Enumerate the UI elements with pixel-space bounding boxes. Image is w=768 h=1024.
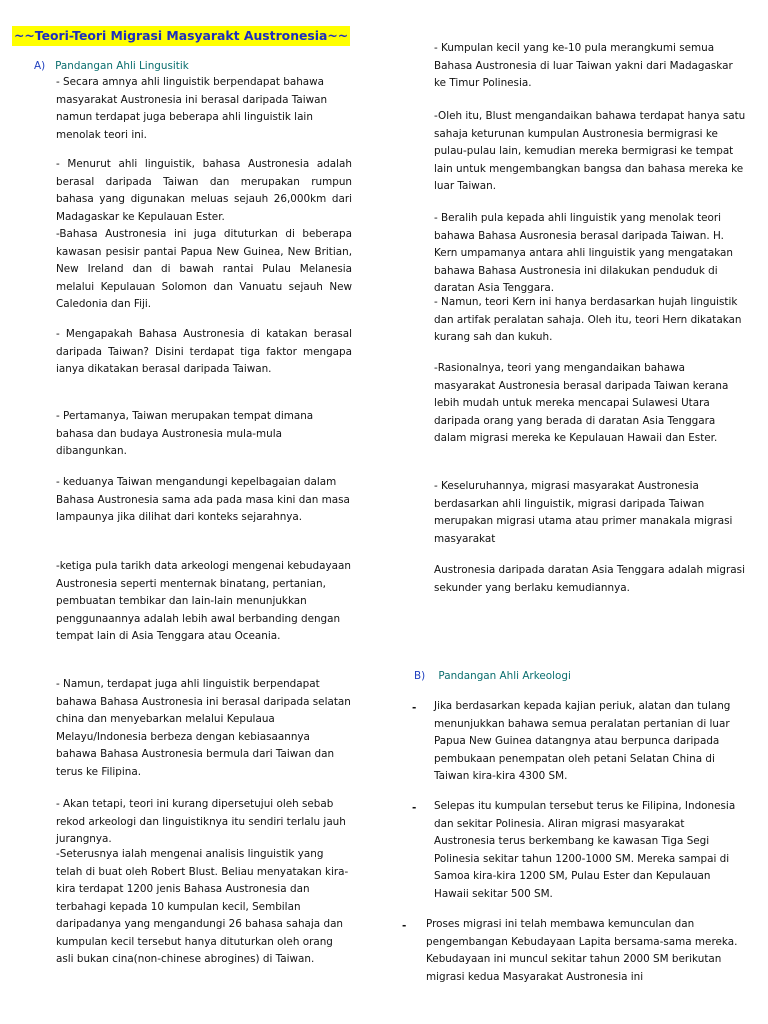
paragraph-b3: Proses migrasi ini telah membawa kemunculan dan pengembangan Kebudayaan Lapita bersama-sama mereka. Kebudayaan ini muncul sekitar tahun 2000 SM berikutan migrasi kedua Masyarakat Austronesia ini [426, 918, 738, 983]
paragraph-l10: -Seterusnya ialah mengenai analisis linguistik yang telah di buat oleh Robert Blust. Beliau menyatakan kira-kira terdapat 1200 jenis Bahasa Austronesia dan terbahagi kepada 10 kumpulan kecil, Sembilan daripadanya yang mengandungi 26 bahasa sahaja dan kumpulan kecil tersebut hanya dituturkan oleh orang asli bukan cina(non-chinese abrogines) di Taiwan. [56, 848, 349, 965]
paragraph-r7: Austronesia daripada daratan Asia Tenggara adalah migrasi sekunder yang berlaku kemudiannya. [434, 564, 745, 594]
paragraph-r4: - Namun, teori Kern ini hanya berdasarkan hujah linguistik dan artifak peralatan sahaja. Oleh itu, teori Hern dikatakan kurang sah dan kukuh. [434, 296, 742, 343]
section-a-title: Pandangan Ahli Lingusitik [55, 60, 189, 72]
paragraph-b1: Jika berdasarkan kepada kajian periuk, alatan dan tulang menunjukkan bahawa semua peralatan pertanian di luar Papua New Guinea datangnya atau berpunca daripada pembukaan penempatan oleh petani Selatan China di Taiwan kira-kira 4300 SM. [434, 700, 731, 782]
paragraph-r1: - Kumpulan kecil yang ke-10 pula merangkumi semua Bahasa Austronesia di luar Taiwan yakni dari Madagaskar ke Timur Polinesia. [434, 42, 733, 89]
section-b-label: B) [414, 670, 426, 682]
paragraph-l1: - Secara amnya ahli linguistik berpendapat bahawa masyarakat Austronesia ini berasal daripada Taiwan namun terdapat juga beberapa ahli linguistik lain menolak teori ini. [56, 76, 328, 141]
paragraph-l2: - Menurut ahli linguistik, bahasa Austronesia adalah berasal daripada Taiwan dan merupakan rumpun bahasa yang digunakan meluas sejauh 26,000km dari Madagaskar ke Kepulauan Ester. [56, 158, 352, 223]
bullet-dash: - [402, 920, 407, 932]
section-a-heading [34, 58, 189, 74]
paragraph-r2: -Oleh itu, Blust mengandaikan bahawa terdapat hanya satu sahaja keturunan kumpulan Austronesia bermigrasi ke pulau-pulau lain, kemudian mereka bermigrasi ke tempat lain untuk mengembangkan bangsa dan bahasa mereka ke luar Taiwan. [434, 110, 746, 192]
paragraph-b2: Selepas itu kumpulan tersebut terus ke Filipina, Indonesia dan sekitar Polinesia. Aliran migrasi masyarakat Austronesia terus berkembang ke kawasan Tiga Segi Polinesia sekitar tahun 1200-1000 SM. Mereka sampai di Samoa kira-kira 1200 SM, Pulau Ester dan Kepulauan Hawaii sekitar 500 SM. [434, 800, 736, 900]
bullet-dash: - [412, 702, 417, 714]
paragraph-l4: - Mengapakah Bahasa Austronesia di katakan berasal daripada Taiwan? Disini terdapat tiga faktor mengapa ianya dikatakan berasal daripada Taiwan. [56, 328, 352, 375]
paragraph-l9: - Akan tetapi, teori ini kurang dipersetujui oleh sebab rekod arkeologi dan linguistiknya itu sendiri terlalu jauh jurangnya. [56, 798, 346, 845]
page-title: ~~Teori-Teori Migrasi Masyarakt Austronesia~~ [12, 26, 350, 46]
paragraph-l7: -ketiga pula tarikh data arkeologi mengenai kebudayaan Austronesia seperti menternak binatang, pertanian, pembuatan tembikar dan lain-lain menunjukkan penggunaannya adalah lebih awal berbanding dengan tempat lain di Asia Tenggara atau Oceania. [56, 560, 351, 642]
paragraph-l8: - Namun, terdapat juga ahli linguistik berpendapat bahawa Bahasa Austronesia ini berasal daripada selatan china dan menyebarkan melalui Kepulaua Melayu/Indonesia berbeza dengan kebiasaannya bahawa Bahasa Austronesia bermula dari Taiwan dan terus ke Filipina. [56, 678, 351, 778]
paragraph-r3: - Beralih pula kepada ahli linguistik yang menolak teori bahawa Bahasa Ausronesia berasal daripada Taiwan. H. Kern umpamanya antara ahli linguistik yang mengatakan bahawa Bahasa Austronesia ini dilakukan penduduk di daratan Asia Tenggara. [434, 212, 734, 294]
section-a-label: A) [34, 60, 46, 72]
section-b-title: Pandangan Ahli Arkeologi [438, 670, 571, 682]
bullet-dash: - [412, 802, 417, 814]
paragraph-l5: - Pertamanya, Taiwan merupakan tempat dimana bahasa dan budaya Austronesia mula-mula dibangunkan. [56, 410, 314, 457]
section-b-heading [414, 668, 571, 684]
paragraph-r6: - Keseluruhannya, migrasi masyarakat Austronesia berdasarkan ahli linguistik, migrasi daripada Taiwan merupakan migrasi utama atau primer manakala migrasi masyarakat [434, 480, 733, 545]
paragraph-l6: - keduanya Taiwan mengandungi kepelbagaian dalam Bahasa Austronesia sama ada pada masa kini dan masa lampaunya jika dilihat dari konteks sejarahnya. [56, 476, 350, 523]
paragraph-l3: -Bahasa Austronesia ini juga dituturkan di beberapa kawasan pesisir pantai Papua New Guinea, New Britian, New Ireland dan di bawah rantai Pulau Melanesia melalui Kepulauan Solomon dan Vanuatu sejauh New Caledonia dan Fiji. [56, 228, 352, 310]
paragraph-r5: -Rasionalnya, teori yang mengandaikan bahawa masyarakat Austronesia berasal daripada Taiwan kerana lebih mudah untuk mereka mencapai Sulawesi Utara daripada orang yang berada di daratan Asia Tenggara dalam migrasi mereka ke Kepulauan Hawaii dan Ester. [434, 362, 729, 444]
